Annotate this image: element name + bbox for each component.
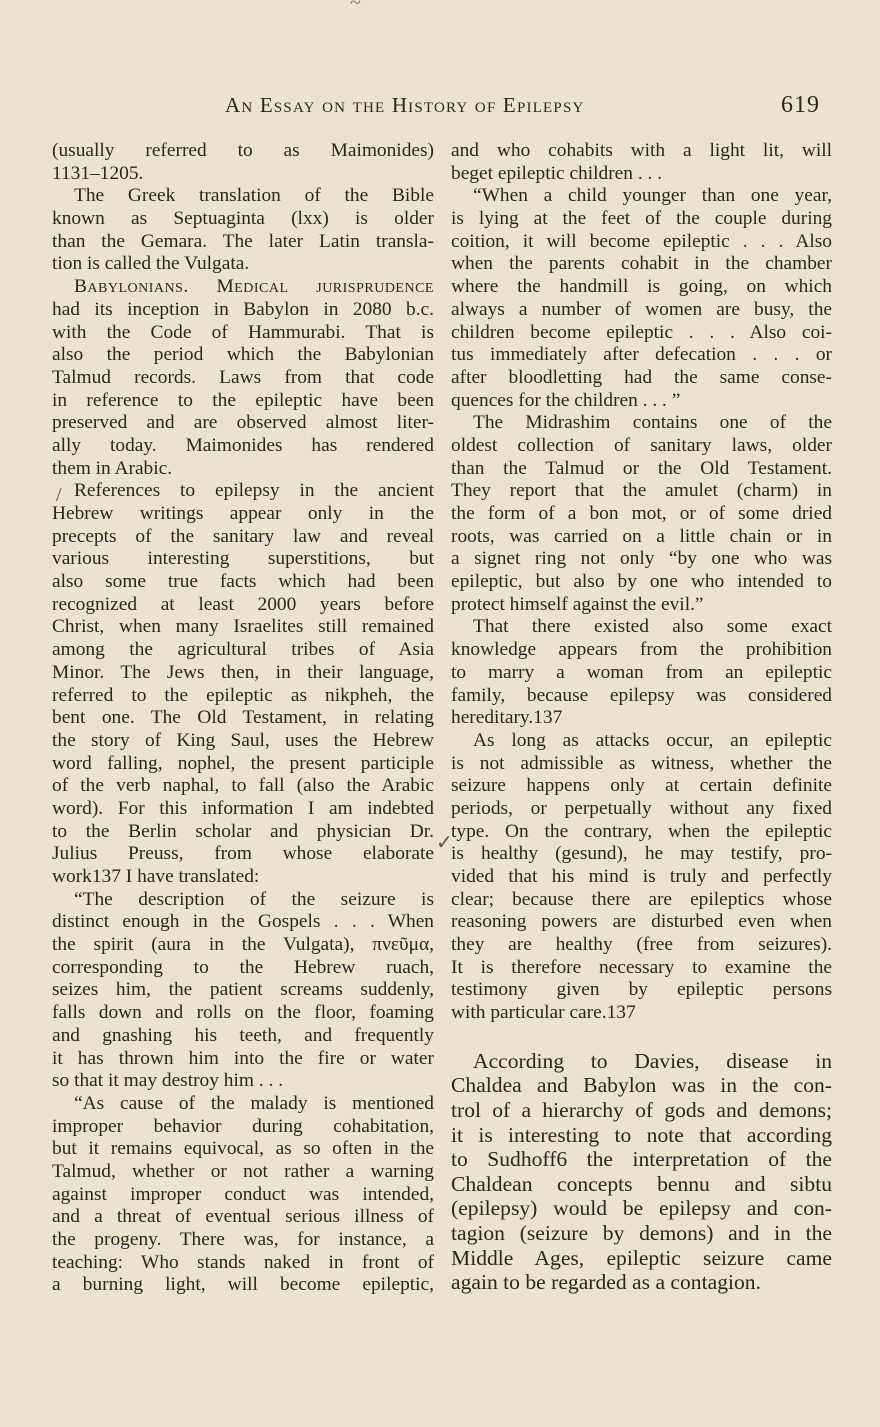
text-line: and gnashing his teeth, and frequently <box>52 1024 434 1046</box>
text-line: (usually referred to as Maimonides) <box>52 140 434 161</box>
text-line: than the Talmud or the Old Testament. <box>451 457 832 479</box>
text-line: they are healthy (free from seizures). <box>451 934 832 956</box>
left-column <box>52 140 434 1297</box>
text-line: where the handmill is going, on which <box>451 276 832 298</box>
text-line: distinct enough in the Gospels . . . When <box>52 911 434 933</box>
text-line: it has thrown him into the fire or water <box>52 1047 434 1069</box>
text-line: corresponding to the Hebrew ruach, <box>52 956 434 978</box>
right-column <box>451 140 832 1295</box>
text-line: seizure happens only at certain definite <box>451 775 832 797</box>
text-line: after bloodletting had the same conse- <box>451 366 832 388</box>
text-line: to Sudhoff6 the interpretation of the <box>451 1147 832 1172</box>
text-line: is healthy (gesund), he may testify, pro- <box>451 843 832 865</box>
text-line: always a number of women are busy, the <box>451 298 832 320</box>
text-line: beget epileptic children . . . <box>451 162 663 184</box>
text-line: It is therefore necessary to examine the <box>451 956 832 978</box>
text-line: As long as attacks occur, an epileptic <box>473 729 832 751</box>
text-line: Minor. The Jews then, in their language, <box>52 661 434 683</box>
text-line: teaching: Who stands naked in front of <box>52 1251 434 1273</box>
text-line: The Midrashim contains one of the <box>473 412 832 434</box>
text-line: reasoning powers are disturbed even when <box>451 911 832 933</box>
text-line: tagion (seizure by demons) and in the <box>451 1220 832 1245</box>
text-line: Talmud, whether or not rather a warning <box>52 1160 434 1182</box>
text-line: a burning light, will become epileptic, <box>52 1274 434 1296</box>
text-line: the story of King Saul, uses the Hebrew <box>52 729 434 751</box>
page-number: 619 <box>781 92 820 118</box>
text-line: tus immediately after defecation . . . or <box>451 344 832 366</box>
text-line: According to Davies, disease in <box>473 1048 832 1073</box>
text-line: also the period which the Babylonian <box>52 344 434 366</box>
text-line: of the verb naphal, to fall (also the Arabic <box>52 775 434 797</box>
text-line: Chaldea and Babylon was in the con- <box>451 1073 832 1098</box>
text-line: periods, or perpetually without any fixed <box>451 797 832 819</box>
section-heading-babylonians: Babylonians. Medical jurisprudence <box>74 276 434 298</box>
text-line: Middle Ages, epileptic seizure came <box>451 1245 832 1270</box>
text-line: Hebrew writings appear only in the <box>52 503 434 524</box>
text-line: than the Gemara. The later Latin transla- <box>52 230 434 252</box>
text-line: Talmud records. Laws from that code <box>52 366 434 388</box>
text-line: in reference to the epileptic have been <box>52 389 434 411</box>
text-line: among the agricultural tribes of Asia <box>52 639 434 661</box>
text-line: when the parents cohabit in the chamber <box>451 253 832 275</box>
text-line: recognized at least 2000 years before <box>52 593 434 615</box>
text-line: protect himself against the evil.” <box>451 593 704 615</box>
text-line: quences for the children . . . ” <box>451 389 681 411</box>
text-line: referred to the epileptic as nikpheh, the <box>52 684 434 706</box>
text-line: improper behavior during cohabitation, <box>52 1115 434 1137</box>
text-line: with the Code of Hammurabi. That is <box>52 321 434 343</box>
text-line: known as Septuaginta (lxx) is older <box>52 208 434 230</box>
text-line: them in Arabic. <box>52 457 173 479</box>
text-line: “The description of the seizure is <box>74 888 434 910</box>
text-line: type. On the contrary, when the epileptic <box>451 820 832 842</box>
text-line: Julius Preuss, from whose elaborate <box>52 843 434 865</box>
text-line: 1131–1205. <box>52 162 144 184</box>
text-line: coition, it will become epileptic . . . Also <box>451 230 832 252</box>
text-line: had its inception in Babylon in 2080 b.c. <box>52 298 434 320</box>
pencil-mark-top: ~ <box>350 0 361 14</box>
text-line: is not admissible as witness, whether the <box>451 752 832 774</box>
text-line: it is interesting to note that according <box>451 1122 832 1147</box>
text-line: the form of a bon mot, or of some dried <box>451 503 832 524</box>
text-line: to the Berlin scholar and physician Dr. <box>52 820 434 842</box>
text-line: is lying at the feet of the couple during <box>451 208 832 230</box>
text-line: but it remains equivocal, as so often in the <box>52 1138 434 1160</box>
text-line: “When a child younger than one year, <box>473 185 832 207</box>
text-line: falls down and rolls on the floor, foaming <box>52 1002 434 1024</box>
text-line: Chaldean concepts bennu and sibtu <box>451 1171 832 1196</box>
running-title: An Essay on the History of Epilepsy <box>225 93 585 117</box>
text-line: a signet ring not only “by one who was <box>451 548 832 570</box>
text-line: the progeny. There was, for instance, a <box>52 1229 434 1250</box>
text-line: testimony given by epileptic persons <box>451 979 832 1001</box>
text-line: That there existed also some exact <box>473 616 832 638</box>
text-line: with particular care.137 <box>451 1002 636 1024</box>
text-line: (epilepsy) would be epilepsy and con- <box>451 1196 832 1221</box>
text-line: epileptic, but also by one who intended to <box>451 571 832 593</box>
text-line: so that it may destroy him . . . <box>52 1070 284 1092</box>
text-line: word falling, nophel, the present participle <box>52 752 434 774</box>
paragraph-gap <box>451 1025 832 1049</box>
closing-paragraph <box>451 1049 832 1295</box>
text-line: clear; because there are epileptics whose <box>451 888 832 910</box>
text-line: The Greek translation of the Bible <box>74 185 434 207</box>
text-line: trol of a hierarchy of gods and demons; <box>451 1098 832 1122</box>
text-line: roots, was carried on a little chain or in <box>451 525 832 547</box>
text-line: preserved and are observed almost liter- <box>52 412 434 434</box>
pencil-mark-slash: / <box>56 484 62 506</box>
text-line: ally today. Maimonides has rendered <box>52 434 434 456</box>
text-line: “As cause of the malady is mentioned <box>74 1092 434 1114</box>
text-line: bent one. The Old Testament, in relating <box>52 707 434 729</box>
text-line: Christ, when many Israelites still remained <box>52 616 434 638</box>
text-line: hereditary.137 <box>451 707 563 729</box>
text-line: the spirit (aura in the Vulgata), πνεῦμα, <box>52 934 434 956</box>
text-line: also some true facts which had been <box>52 571 434 593</box>
running-header <box>225 92 820 119</box>
text-line: again to be regarded as a contagion. <box>451 1270 761 1295</box>
text-line: oldest collection of sanitary laws, older <box>451 434 832 456</box>
text-line: against improper conduct was intended, <box>52 1183 434 1205</box>
text-line: and who cohabits with a light lit, will <box>451 140 832 161</box>
text-line: word). For this information I am indebted <box>52 797 434 819</box>
text-line: family, because epilepsy was considered <box>451 684 832 706</box>
text-line: vided that his mind is truly and perfectly <box>451 866 832 887</box>
text-line: and a threat of eventual serious illness of <box>52 1206 434 1228</box>
text-line: tion is called the Vulgata. <box>52 253 250 275</box>
pencil-mark-check: ✓ <box>436 832 453 854</box>
text-line: knowledge appears from the prohibition <box>451 639 832 661</box>
text-line: They report that the amulet (charm) in <box>451 480 832 502</box>
text-line: work137 I have translated: <box>52 866 260 887</box>
text-line: References to epilepsy in the ancient <box>74 480 434 502</box>
text-line: children become epileptic . . . Also coi- <box>451 321 832 343</box>
text-line: seizes him, the patient screams suddenly, <box>52 979 434 1001</box>
text-line: to marry a woman from an epileptic <box>451 661 832 683</box>
text-line: precepts of the sanitary law and reveal <box>52 525 434 547</box>
text-line: various interesting superstitions, but <box>52 548 434 570</box>
